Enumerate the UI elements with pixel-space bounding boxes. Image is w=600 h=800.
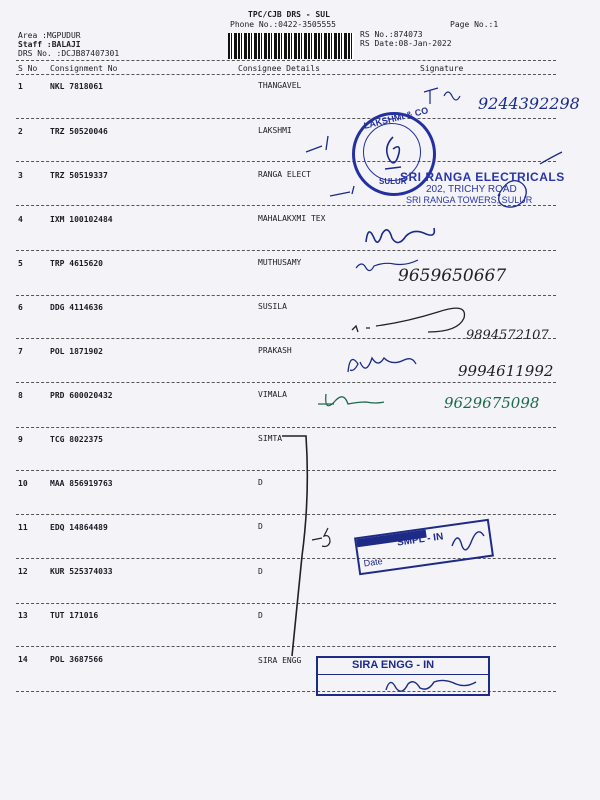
smpl-stamp-title: SMPL - IN bbox=[396, 531, 445, 549]
consignment-number: MAA 856919763 bbox=[50, 479, 113, 488]
sira-stamp bbox=[316, 656, 490, 696]
drs-number: DRS No. :DCJB87407301 bbox=[18, 49, 120, 58]
consignee-name: LAKSHMI bbox=[258, 126, 292, 135]
seal-text: LAKSHMI & CO bbox=[362, 105, 430, 131]
consignment-number: DDG 4114636 bbox=[50, 303, 103, 312]
ranga-stamp bbox=[400, 170, 565, 205]
ranga-stamp-name: SRI RANGA ELECTRICALS bbox=[400, 170, 565, 184]
consignee-name: MAHALAKXMI TEX bbox=[258, 214, 326, 223]
row-number: 10 bbox=[18, 479, 28, 488]
col-consignment-no: Consignment No bbox=[50, 64, 118, 73]
consignee-name: RANGA ELECT bbox=[258, 170, 311, 179]
sira-stamp-divider bbox=[318, 674, 488, 675]
ranga-stamp-address-2: SRI RANGA TOWERS, SULUR bbox=[406, 195, 533, 205]
col-s-no: S No bbox=[18, 64, 38, 73]
consignment-number: TCG 8022375 bbox=[50, 435, 103, 444]
row-number: 6 bbox=[18, 303, 23, 312]
consignment-number: TRP 4615620 bbox=[50, 259, 103, 268]
rs-date: RS Date:08-Jan-2022 bbox=[360, 39, 452, 48]
consignee-name: VIMALA bbox=[258, 390, 287, 399]
consignee-name: D bbox=[258, 522, 263, 531]
row-number: 12 bbox=[18, 567, 28, 576]
phone-number: Phone No.:0422-3505555 bbox=[230, 20, 336, 29]
seal-bottom-text: SULUR bbox=[379, 177, 407, 186]
handwritten-phone: 9244392298 bbox=[478, 94, 580, 113]
row-number: 7 bbox=[18, 347, 23, 356]
consignment-number: IXM 100102484 bbox=[50, 215, 113, 224]
row-number: 11 bbox=[18, 523, 28, 532]
handwritten-phone: 9659650667 bbox=[398, 266, 507, 286]
consignment-number: EDQ 14864489 bbox=[50, 523, 108, 532]
sira-stamp-title: SIRA ENGG - IN bbox=[352, 659, 435, 671]
smpl-stamp-date: Date bbox=[363, 555, 384, 569]
row-number: 1 bbox=[18, 82, 23, 91]
consignee-name: THANGAVEL bbox=[258, 81, 302, 90]
handwritten-phone: 9894572107 bbox=[466, 328, 549, 343]
consignee-name: PRAKASH bbox=[258, 346, 292, 355]
consignment-number: TRZ 50520046 bbox=[50, 127, 108, 136]
row-number: 5 bbox=[18, 259, 23, 268]
consignment-number: KUR 525374033 bbox=[50, 567, 113, 576]
seal-signature bbox=[375, 133, 411, 173]
handwritten-phone: 9629675098 bbox=[444, 394, 540, 412]
ranga-stamp-address: 202, TRICHY ROAD bbox=[426, 184, 517, 195]
handwritten-phone: 9994611992 bbox=[458, 362, 554, 380]
consignment-number: POL 3687566 bbox=[50, 655, 103, 664]
consignment-number: TUT 171016 bbox=[50, 611, 99, 620]
row-number: 13 bbox=[18, 611, 28, 620]
col-signature: Signature bbox=[420, 64, 464, 73]
consignee-name: SIMTA bbox=[258, 434, 283, 443]
page-number: Page No.:1 bbox=[450, 20, 499, 29]
consignment-number: NKL 7818061 bbox=[50, 82, 103, 91]
consignment-number: PRD 600020432 bbox=[50, 391, 113, 400]
consignee-name: D bbox=[258, 611, 263, 620]
row-number: 9 bbox=[18, 435, 23, 444]
consignee-name: D bbox=[258, 478, 263, 487]
consignee-name: SIRA ENGG bbox=[258, 656, 302, 665]
consignee-name: D bbox=[258, 567, 263, 576]
row-number: 8 bbox=[18, 391, 23, 400]
consignee-name: MUTHUSAMY bbox=[258, 258, 302, 267]
row-number: 4 bbox=[18, 215, 23, 224]
row-number: 2 bbox=[18, 127, 23, 136]
area-field: Area :MGPUDUR bbox=[18, 31, 81, 40]
staff-field: Staff :BALAJI bbox=[18, 40, 81, 49]
rs-number: RS No.:874073 bbox=[360, 30, 423, 39]
row-number: 14 bbox=[18, 655, 28, 664]
consignment-number: TRZ 50519337 bbox=[50, 171, 108, 180]
consignment-number: POL 1871902 bbox=[50, 347, 103, 356]
row-number: 3 bbox=[18, 171, 23, 180]
col-consignee-details: Consignee Details bbox=[238, 64, 320, 73]
document-title: TPC/CJB DRS - SUL bbox=[248, 10, 330, 19]
consignee-name: SUSILA bbox=[258, 302, 287, 311]
